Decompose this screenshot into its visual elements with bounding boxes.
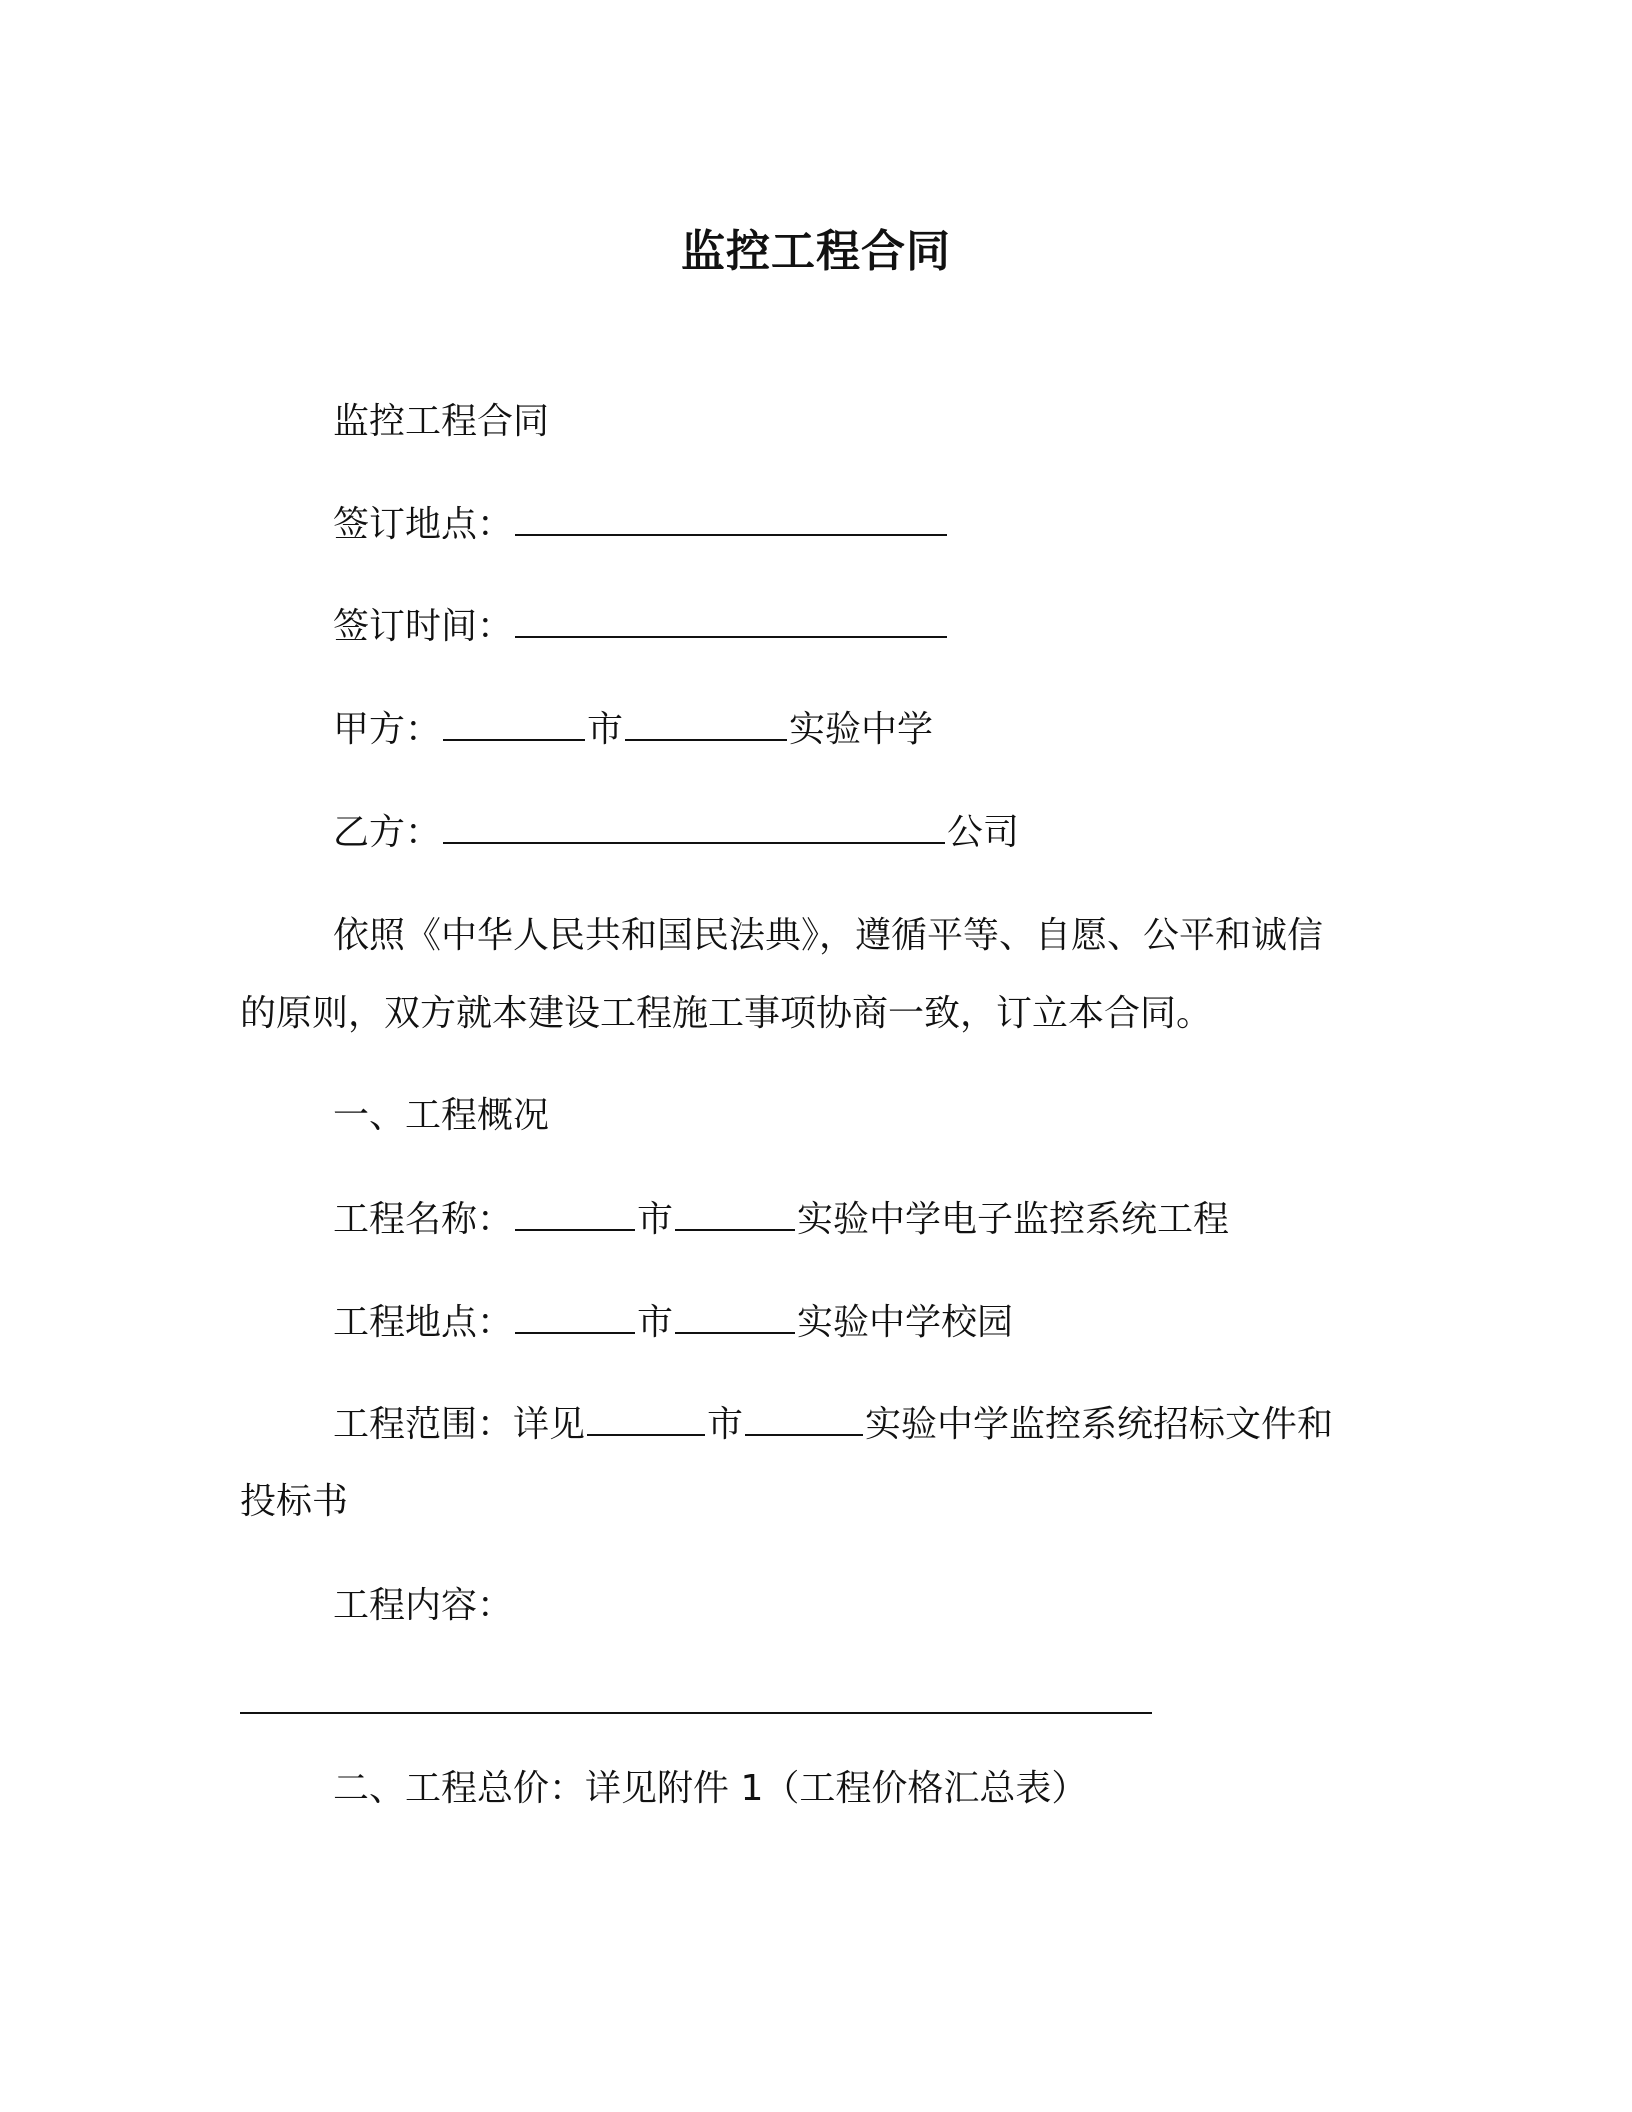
project-content-label: 工程内容：: [333, 1585, 514, 1626]
project-content-row: [240, 1678, 1152, 1727]
project-location-city-text: 市: [637, 1302, 674, 1343]
project-name-suffix: 实验中学电子监控系统工程: [797, 1199, 1230, 1240]
section2-heading: 二、工程总价：详见附件 1（工程价格汇总表）: [333, 1768, 1088, 1809]
project-scope-city-blank: [587, 1400, 705, 1436]
party-a-city-text: 市: [587, 709, 624, 750]
party-b-suffix: 公司: [947, 812, 1020, 853]
project-location-row: [333, 1298, 1013, 1347]
project-name-school-blank: [675, 1195, 795, 1231]
project-location-school-blank: [675, 1298, 795, 1334]
sign-time-label: 签订时间：: [333, 606, 514, 647]
sign-place-row: [333, 500, 949, 549]
project-name-city-blank: [515, 1195, 635, 1231]
project-scope-suffix: 实验中学监控系统招标文件和: [865, 1404, 1334, 1445]
project-scope-line2: 投标书: [240, 1481, 349, 1522]
intro-paragraph-line1: 依照《中华人民共和国民法典》，遵循平等、自愿、公平和诚信: [333, 915, 1324, 956]
party-b-blank: [443, 808, 945, 844]
project-name-label: 工程名称：: [333, 1199, 514, 1240]
project-content-blank: [240, 1678, 1152, 1714]
project-name-city-text: 市: [637, 1199, 674, 1240]
contract-subtitle: 监控工程合同: [333, 401, 550, 442]
sign-place-blank: [515, 500, 947, 536]
project-scope-city-text: 市: [707, 1404, 744, 1445]
party-b-row: [333, 808, 1019, 857]
section1-heading: 一、工程概况: [333, 1095, 550, 1136]
party-a-school-text: 实验中学: [789, 709, 934, 750]
document-title: 监控工程合同: [681, 226, 951, 277]
party-a-row: [333, 705, 933, 754]
sign-place-label: 签订地点：: [333, 504, 514, 545]
intro-paragraph-line2: 的原则，双方就本建设工程施工事项协商一致，订立本合同。: [240, 993, 1213, 1034]
sign-time-blank: [515, 602, 947, 638]
project-location-label: 工程地点：: [333, 1302, 514, 1343]
party-a-city-blank: [443, 705, 585, 741]
project-location-suffix: 实验中学校园: [797, 1302, 1014, 1343]
project-scope-school-blank: [745, 1400, 863, 1436]
project-location-city-blank: [515, 1298, 635, 1334]
project-name-row: [333, 1195, 1229, 1244]
party-a-school-blank: [625, 705, 787, 741]
sign-time-row: [333, 602, 949, 651]
party-b-label: 乙方：: [333, 812, 442, 853]
project-scope-label: 工程范围：详见: [333, 1404, 586, 1445]
project-scope-row: [333, 1400, 1333, 1449]
party-a-label: 甲方：: [333, 709, 442, 750]
